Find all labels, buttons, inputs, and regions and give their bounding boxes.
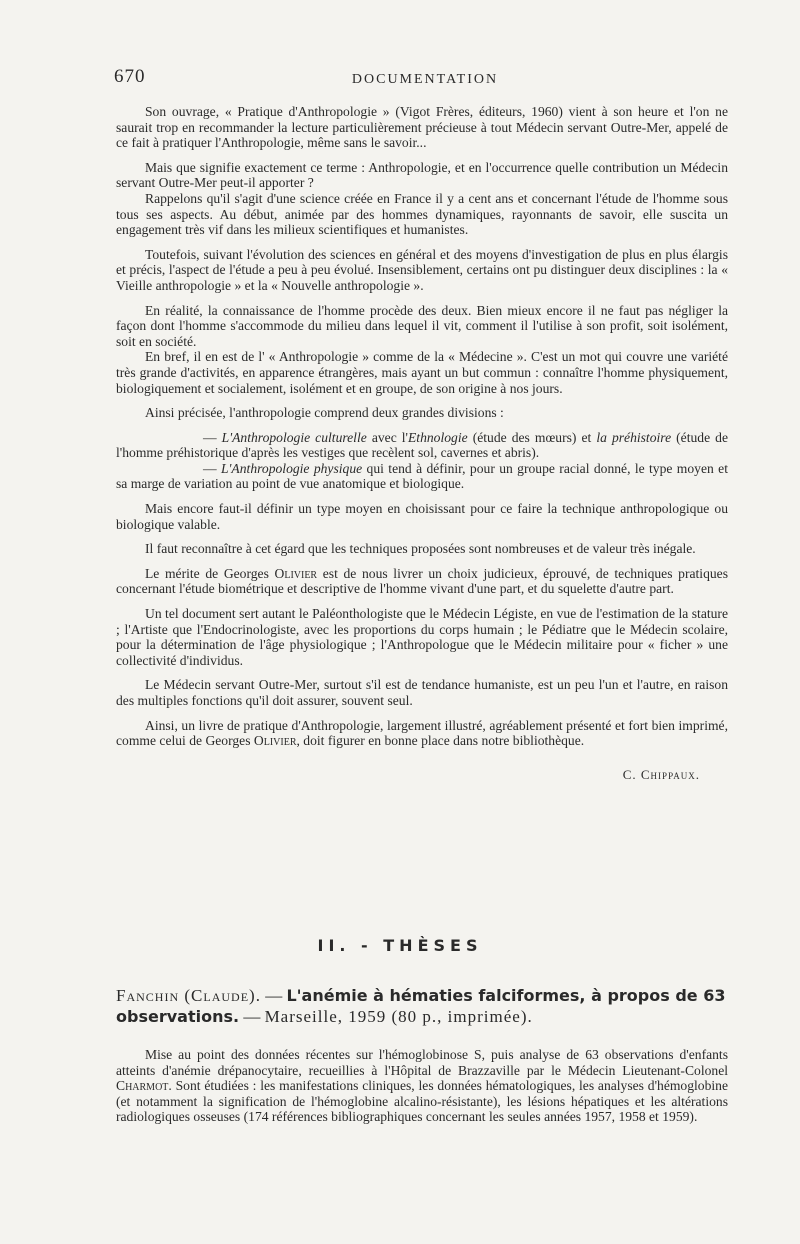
review-paragraph: En réalité, la connaissance de l'homme procède des deux. Bien mieux encore il ne faut pas négliger la façon dont l'homme s'accommode du milieu dans lequel il vit, comment il l'utilise à son profit, soit isolément, soit en société. xyxy=(116,302,728,349)
review-paragraph: Rappelons qu'il s'agit d'une science créée en France il y a cent ans et concernant l'étude de l'homme sous tous ses aspects. Au début, animée par des hommes dynamiques, rayonnants de savoir, elle suscita un engagement très vif dans les milieux scientifiques et humanistes. xyxy=(116,190,728,238)
review-text: Ainsi, un livre de pratique d'Anthropologie, largement illustré, agréablement présenté et fort bien imprimé, comme celui de Georges xyxy=(116,717,728,749)
review-paragraph: Toutefois, suivant l'évolution des sciences en général et des moyens d'investigation de plus en plus élargis et précis, l'aspect de l'étude a peu à peu évolué. Insensiblement, certains ont pu distinguer deux disciplines : la « Vieille anthropologie » et la « Nouvelle anthropologie ». xyxy=(116,246,728,293)
division-text: (étude de l'homme préhistorique d'après les vestiges que recèlent sol, cavernes et abris). xyxy=(116,429,728,461)
thesis-entry xyxy=(116,985,728,1027)
thesis-separator: — xyxy=(239,1007,265,1026)
review-paragraph: Son ouvrage, « Pratique d'Anthropologie » (Vigot Frères, éditeurs, 1960) vient à son heure et l'on ne saurait trop en recommander la lecture particulièrement précieuse à tout Médecin servant Outre-Mer, appelé de ce fait à pratiquer l'Anthropologie, même sans le savoir... xyxy=(116,104,728,151)
division-dash: — xyxy=(203,460,221,476)
author-name: Olivier xyxy=(274,565,318,581)
running-head: DOCUMENTATION xyxy=(351,72,499,87)
review-paragraph: Il faut reconnaître à cet égard que les techniques proposées sont nombreuses et de valeur très inégale. xyxy=(145,541,696,557)
review-text: , doit figurer en bonne place dans notre bibliothèque. xyxy=(296,733,585,749)
division-term: L'Anthropologie physique xyxy=(220,460,363,476)
review-paragraph: Mais que signifie exactement ce terme : Anthropologie, et en l'occurrence quelle contribution un Médecin servant Outre-Mer peut-il apporter ? xyxy=(116,159,728,191)
abstract-text: . Sont étudiées : les manifestations cliniques, les données hématologiques, les analyses d'hémoglobine (et notamment la signification de l'hémoglobine alcalino-résistante), les lésions hépatiques et les altérations radiologiques osseuses (174 références bibliographiques concernant les seules années 1957, 1958 et 1959). xyxy=(116,1078,728,1125)
division-text: (étude des mœurs) et xyxy=(467,429,597,445)
division-term: la préhistoire xyxy=(596,429,672,445)
thesis-publication: Marseille, 1959 (80 p., imprimée). xyxy=(264,1007,533,1026)
review-paragraph: Le Médecin servant Outre-Mer, surtout s'il est de tendance humaniste, est un peu l'un et l'autre, en raison des multiples fonctions qu'il doit assurer, souvent seul. xyxy=(116,677,728,708)
abstract-paragraph xyxy=(116,1047,728,1125)
division-item-culturelle xyxy=(116,430,728,461)
division-text: qui tend à définir, pour un groupe racial donné, le type moyen et sa marge de variation au point de vue anatomique et biologique. xyxy=(116,460,728,492)
abstract-text: Mise au point des données récentes sur l'hémoglobinose S, puis analyse de 63 observations d'enfants atteints d'anémie drépanocytaire, recueillies à l'Hôpital de Brazzaville par le Médecin Lieutenant-Colonel xyxy=(116,1047,728,1078)
division-item-physique xyxy=(116,461,728,492)
book-review xyxy=(116,104,728,782)
division-term: Ethnologie xyxy=(408,429,468,445)
division-text: avec l' xyxy=(366,429,408,445)
author-name: Olivier xyxy=(253,733,297,749)
page-number: 670 xyxy=(114,66,146,87)
review-paragraph: Mais encore faut-il définir un type moyen en choisissant pour ce faire la technique anthropologique ou biologique valable. xyxy=(116,501,728,532)
thesis-author: Fanchin (Claude). xyxy=(116,986,261,1005)
review-paragraph-closing xyxy=(116,718,728,749)
division-dash: — xyxy=(203,429,222,445)
thesis-separator: — xyxy=(260,986,287,1005)
review-text: est de nous livrer un choix judicieux, éprouvé, de techniques pratiques concernant l'étude biométrique et descriptive de l'homme vivant d'une part, et du squelette d'autre part. xyxy=(116,565,728,597)
review-paragraph: Ainsi précisée, l'anthropologie comprend deux grandes divisions : xyxy=(145,405,504,421)
person-name: Charmot xyxy=(116,1078,169,1094)
review-paragraph: En bref, il en est de l' « Anthropologie » comme de la « Médecine ». C'est un mot qui couvre une variété très grande d'activités, en apparence étrangères, mais ayant un but commun : connaître l'homme physiquement, biologiquement et socialement, isolément et en groupe, de son origine à nos jours. xyxy=(116,349,728,396)
division-term: L'Anthropologie culturelle xyxy=(221,429,367,445)
review-paragraph: Un tel document sert autant le Paléonthologiste que le Médecin Légiste, en vue de l'estimation de la stature ; l'Artiste que l'Endocrinologiste, avec les proportions du corps humain ; le Pédiatre que le Médecin scolaire, pour la détermination de l'âge physiologique ; l'Anthropologue que le Médecin militaire pour « ficher » une collectivité d'individus. xyxy=(116,606,728,668)
thesis-abstract xyxy=(116,1047,728,1125)
review-signature: C. Chippaux. xyxy=(622,766,700,782)
review-text: Le mérite de Georges xyxy=(145,565,275,581)
thesis-title: L'anémie à hématies falciformes, à propos de 63 observations. xyxy=(116,986,726,1026)
section-heading: II. - THÈSES xyxy=(317,936,483,955)
review-paragraph-merit xyxy=(116,566,728,597)
